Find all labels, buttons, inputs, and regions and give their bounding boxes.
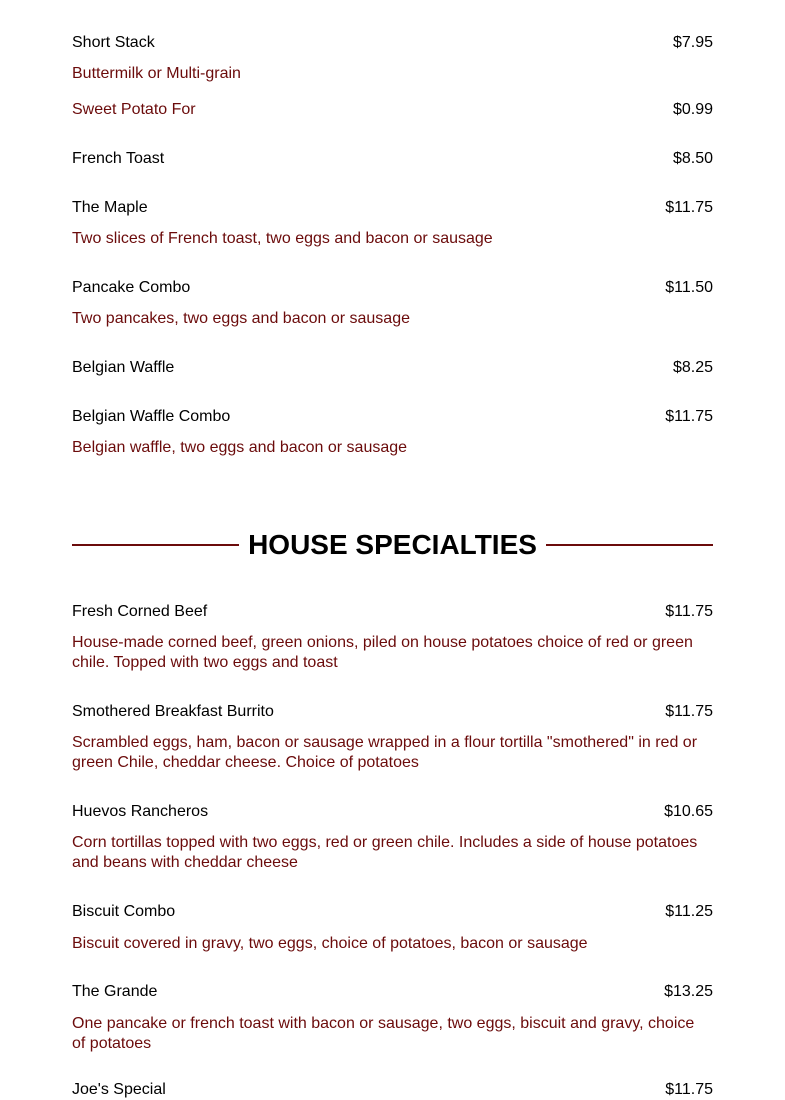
item-description: One pancake or french toast with bacon or sausage, two eggs, biscuit and gravy, choice of potatoes [72, 1015, 695, 1052]
item-description: Belgian waffle, two eggs and bacon or sausage [72, 439, 408, 456]
item-price: $11.75 [665, 199, 713, 216]
item-name: Joe's Special [72, 1081, 166, 1098]
menu-item [72, 702, 713, 773]
item-description: Biscuit covered in gravy, two eggs, choice of potatoes, bacon or sausage [72, 935, 588, 952]
item-name: Pancake Combo [72, 279, 191, 296]
item-price: $11.75 [665, 603, 713, 620]
item-name: Huevos Rancheros [72, 803, 209, 820]
menu-item [72, 278, 713, 329]
item-price: $11.75 [665, 408, 713, 425]
divider-line-left [72, 544, 239, 546]
item-price: $8.25 [672, 359, 713, 376]
menu-item [72, 982, 713, 1054]
menu-item [72, 198, 713, 249]
item-description: Scrambled eggs, ham, bacon or sausage wrapped in a flour tortilla "smothered" in red or green Chile, cheddar cheese. Choice of potatoes [72, 734, 698, 771]
item-name: Biscuit Combo [72, 903, 176, 920]
item-name: French Toast [72, 150, 165, 167]
menu-item [72, 1080, 713, 1100]
menu-item [72, 407, 713, 458]
item-name: Sweet Potato For [72, 101, 196, 118]
item-name: The Grande [72, 983, 158, 1000]
menu-item [72, 902, 713, 954]
item-price: $13.25 [664, 983, 713, 1000]
menu-item [72, 33, 713, 84]
item-description: Two pancakes, two eggs and bacon or sausage [72, 310, 410, 327]
menu-item [72, 358, 713, 378]
item-price: $11.75 [665, 703, 713, 720]
menu-item [72, 100, 713, 120]
divider-line-right [546, 544, 713, 546]
item-description: Buttermilk or Multi-grain [72, 65, 241, 82]
item-price: $11.25 [665, 903, 713, 920]
section-title: HOUSE SPECIALTIES [248, 529, 537, 560]
item-price: $7.95 [672, 34, 713, 51]
item-name: Belgian Waffle [72, 359, 175, 376]
item-name: Short Stack [72, 34, 155, 51]
menu-item [72, 602, 713, 673]
section-header [72, 527, 713, 563]
item-name: Smothered Breakfast Burrito [72, 703, 274, 720]
item-name: Belgian Waffle Combo [72, 408, 231, 425]
item-price: $11.50 [665, 279, 713, 296]
item-name: Fresh Corned Beef [72, 603, 208, 620]
item-description: Corn tortillas topped with two eggs, red or green chile. Includes a side of house potatoes and beans with cheddar cheese [72, 834, 698, 871]
item-price: $11.75 [665, 1081, 713, 1098]
menu-item [72, 802, 713, 873]
menu-item [72, 149, 713, 169]
item-price: $10.65 [664, 803, 713, 820]
item-name: The Maple [72, 199, 148, 216]
item-description: House-made corned beef, green onions, piled on house potatoes choice of red or green chile. Topped with two eggs and toast [72, 634, 693, 671]
item-price: $0.99 [672, 101, 713, 118]
item-price: $8.50 [672, 150, 713, 167]
item-description: Two slices of French toast, two eggs and bacon or sausage [72, 230, 493, 247]
